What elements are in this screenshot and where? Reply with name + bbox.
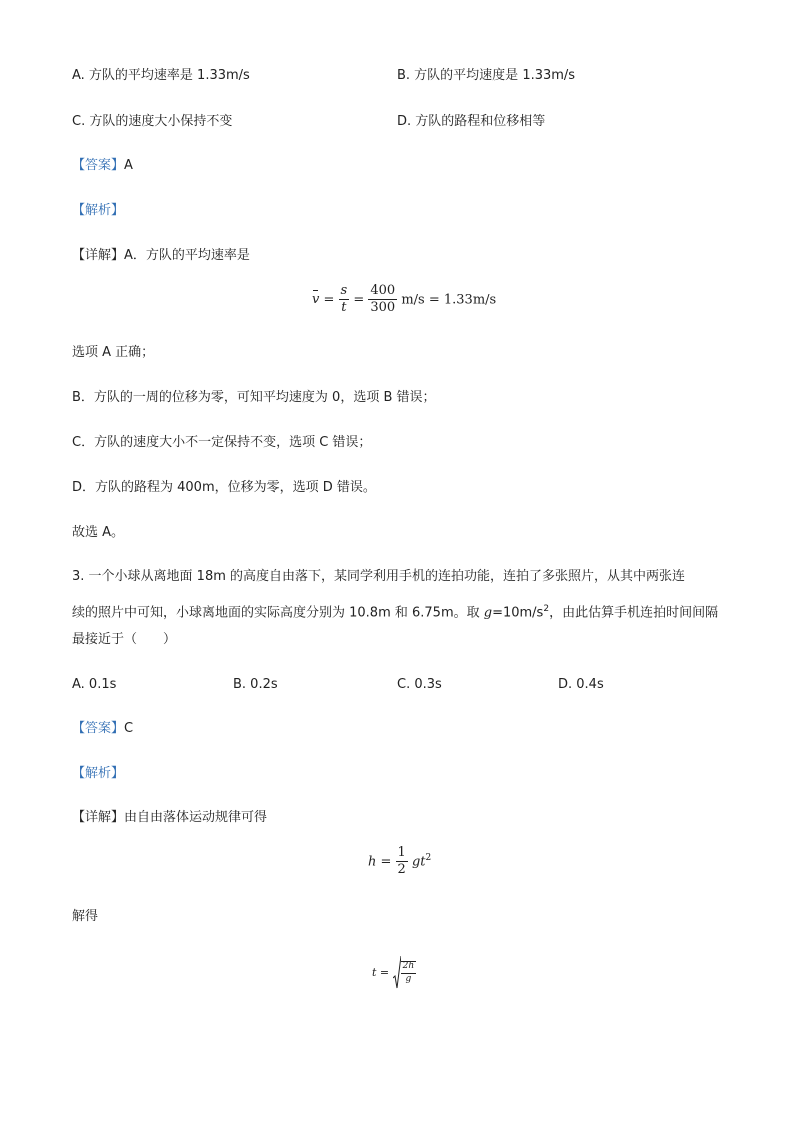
q2-answer-tag: 【答案】 [72,158,125,173]
q3-answer-value: C [124,721,134,736]
q2-detail-tag: 【详解】 [72,248,125,263]
q2-line-d: D．方队的路程为 400m，位移为零，选项 D 错误。 [72,480,376,495]
q2-conclusion: 故选 A。 [72,525,125,540]
q3-formula-radicand [401,961,417,985]
q3-stem-line-1: 3. 一个小球从离地面 18m 的高度自由落下，某同学利用手机的连拍功能，连拍了多张照片，从其中两张连 [72,569,686,584]
q3-formula-1: 1 [396,846,408,862]
q2-line-b: B．方队的一周的位移为零，可知平均速度为 0，选项 B 错误； [72,390,436,405]
q2-option-b: B. 方队的平均速度是 1.33m/s [397,68,576,83]
q2-option-a: A. 方队的平均速率是 1.33m/s [72,68,250,83]
q3-formula-g: g [405,974,412,984]
q3-detail-tag: 【详解】 [72,810,125,825]
q3-formula-sup: 2 [425,852,432,863]
q2-option-c: C. 方队的速度大小保持不变 [72,114,233,129]
q3-free-fall-formula: h = $\frac{1}{2}$ $gt^2$ [368,845,432,878]
q3-stem-sup: 2 [543,604,550,614]
q3-formula-h: h [368,854,377,870]
q2-detail [72,246,250,266]
q3-answer [72,719,133,739]
q2-answer [72,156,133,176]
q2-analysis-label: 【解析】 [72,203,125,218]
q3-stem-line-2-pre: 续的照片中可知，小球离地面的实际高度分别为 10.8m 和 6.75m。取 [72,605,484,621]
sqrt-radical-icon [393,956,401,990]
q2-line-c: C．方队的速度大小不一定保持不变，选项 C 错误； [72,435,372,450]
q3-stem-line-2-post: ，由此估算手机连拍时间间隔 [549,605,719,621]
q2-line-a: 选项 A 正确； [72,345,155,360]
q3-option-a: A. 0.1s [72,677,117,692]
q3-answer-tag: 【答案】 [72,721,125,736]
q2-formula-result: m/s = 1.33m/s [401,292,497,308]
q3-solve-label: 解得 [72,909,99,924]
q2-formula-400-over-300 [368,284,397,316]
q2-formula-300: 300 [370,300,396,316]
q3-option-c: C. 0.3s [397,677,442,692]
q3-formula-2: 2 [397,862,406,878]
q2-option-d: D. 方队的路程和位移相等 [397,114,546,129]
q2-formula-t: t [341,300,347,316]
q3-option-d: D. 0.4s [558,677,604,692]
q3-formula-gt: gt [411,854,426,870]
q3-stem-line-3: 最接近于（ ） [72,632,177,647]
q2-formula-400: 400 [368,284,397,300]
q3-stem-g: g [483,605,493,621]
q2-formula-s-over-t [339,284,350,316]
q3-formula-half [396,846,408,878]
q3-analysis-tag [72,764,124,784]
q3-analysis-label: 【解析】 [72,766,125,781]
q2-average-speed-formula: v = $\frac{s}{t}$ = $\frac{400}{300}$ m/s = 1.33m/s [312,283,497,316]
q3-time-formula: t = $\frac{2h}{g}$ [372,956,416,990]
q3-formula-t: t [372,966,377,979]
q2-formula-v: v [312,292,320,308]
q2-answer-value: A [124,158,133,173]
q3-option-b: B. 0.2s [233,677,278,692]
q3-detail [72,808,267,828]
q3-stem-g-eq: =10m/s [492,605,544,621]
q2-analysis-tag [72,201,124,221]
q2-detail-intro: A．方队的平均速率是 [124,248,250,263]
q3-detail-intro: 由自由落体运动规律可得 [124,810,268,825]
q2-formula-s: s [339,284,350,300]
q3-formula-2h: 2h [401,962,417,974]
q3-stem-line-2 [72,599,718,623]
